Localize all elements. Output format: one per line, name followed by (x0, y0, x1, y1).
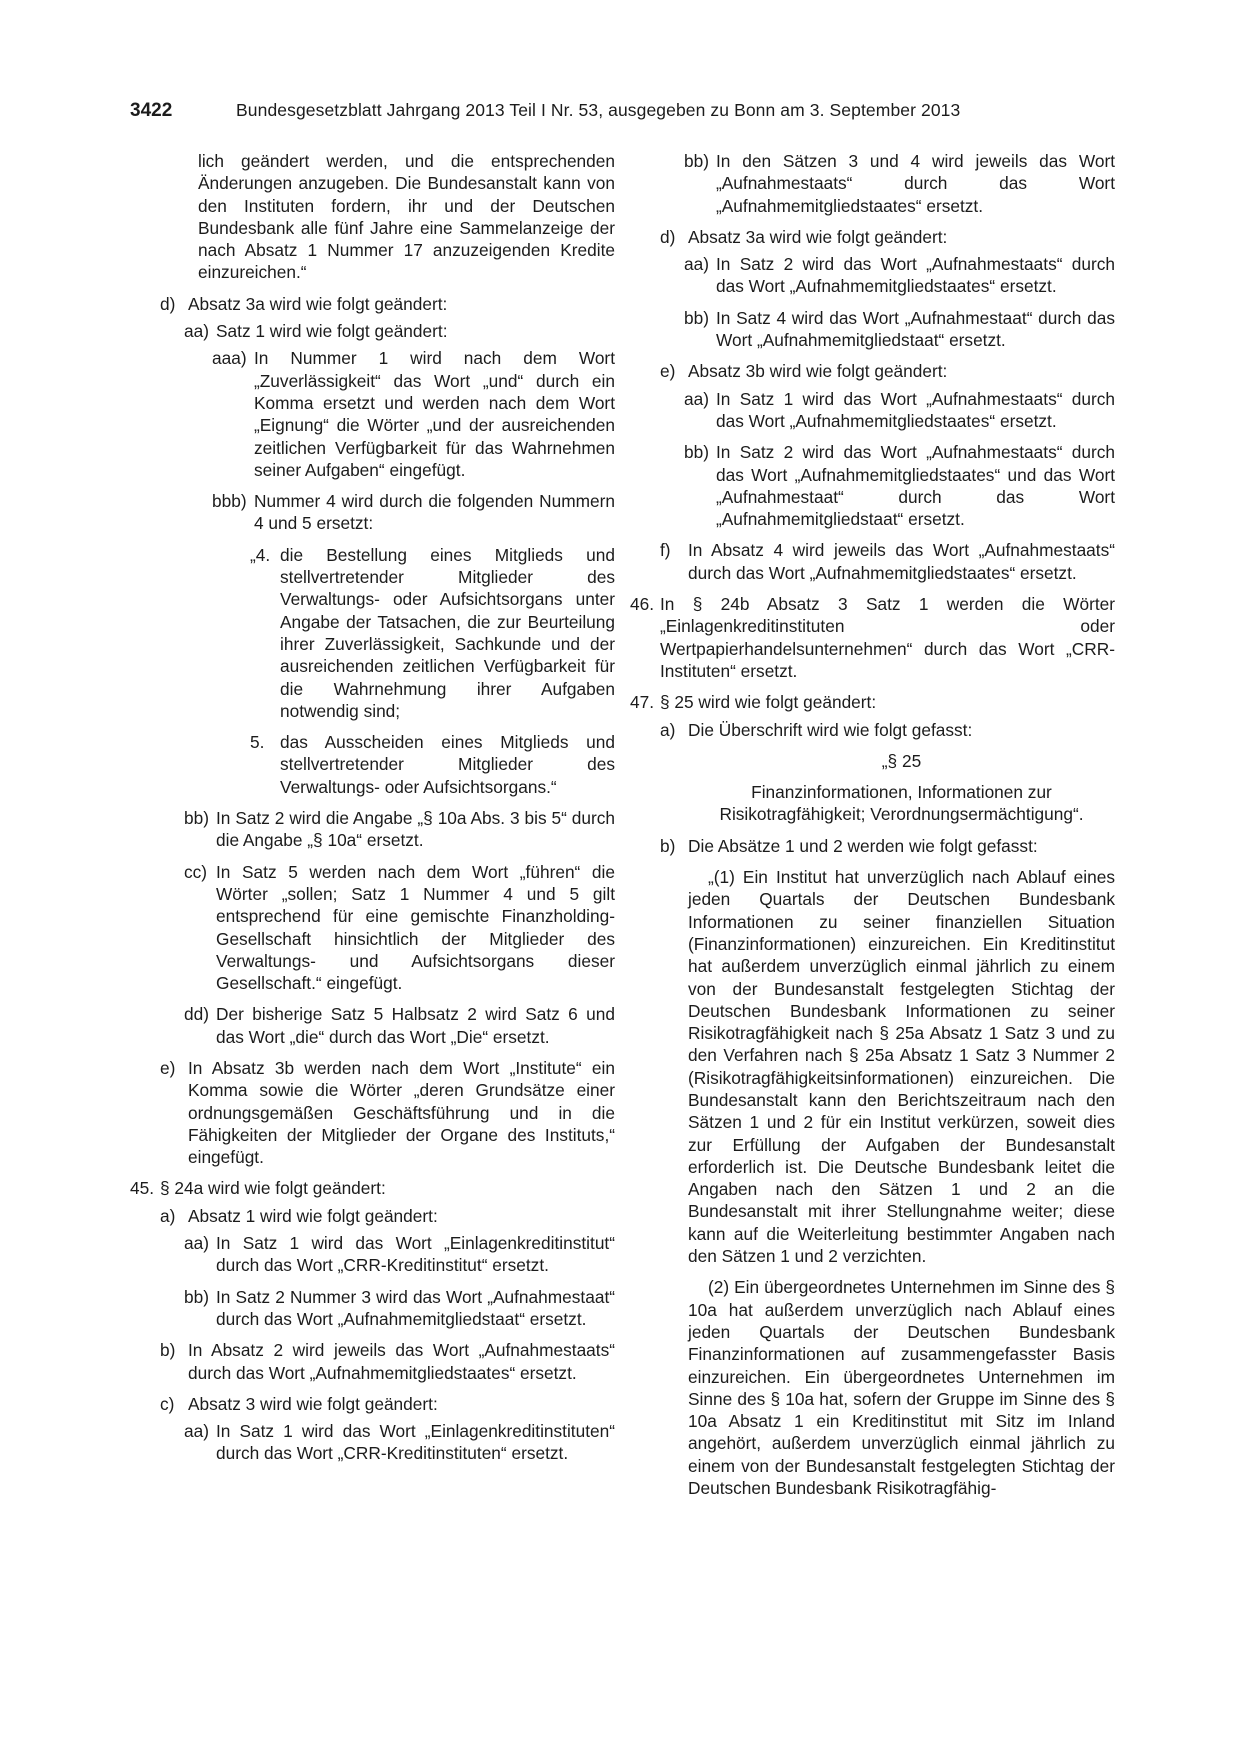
list-item-47-b (630, 835, 1115, 857)
item-text: In § 24b Absatz 3 Satz 1 werden die Wörter „Einlagenkreditinstituten oder Wertpapierhandelsunternehmen“ durch das Wort „CRR-Instituten“ ersetzt. (660, 594, 1115, 681)
item-label: b) (160, 1340, 176, 1361)
item-text: In Satz 1 wird das Wort „Aufnahmestaats“ durch das Wort „Aufnahmemitgliedstaates“ ersetzt. (716, 388, 1115, 431)
item-text: In Absatz 3b werden nach dem Wort „Institute“ ein Komma sowie die Wörter „deren Grundsätze einer ordnungsgemäßen Geschäftsführung und in die Fähigkeiten der Mitglieder der Organe des Instituts,“ eingefügt. (188, 1057, 615, 1168)
item-label: aa) (684, 254, 709, 275)
item-label: 47. (630, 692, 655, 713)
section-title: Finanzinformationen, Informationen zur Risikotragfähigkeit; Verordnungsermächtigung“. (719, 782, 1084, 825)
list-item-d-aa-aaa (130, 347, 615, 481)
list-item-c-bb (630, 150, 1115, 217)
item-text: § 25 wird wie folgt geändert: (660, 692, 877, 713)
section-heading: „§ 25 (881, 750, 922, 771)
list-item-45-c (130, 1393, 615, 1415)
item-label: bbb) (212, 491, 247, 512)
quoted-number-4 (130, 544, 615, 722)
list-item-e (130, 1057, 615, 1168)
continued-paragraph: lich geändert werden, und die entsprechenden Änderungen anzugeben. Die Bundesanstalt kann von den Instituten fordern, ihr und der Deutschen Bundesbank alle fünf Jahre eine Sammelanzeige der nach Absatz 1 Nummer 17 anzuzeigenden Kredite einzureichen.“ (198, 151, 615, 283)
item-text: Absatz 3b wird wie folgt geändert: (688, 361, 948, 382)
list-item-47-a (630, 719, 1115, 741)
item-text: In Absatz 4 wird jeweils das Wort „Aufnahmestaats“ durch das Wort „Aufnahmemitgliedstaates“ ersetzt. (688, 540, 1115, 583)
item-label: aaa) (212, 348, 247, 369)
item-label: 45. (130, 1178, 155, 1199)
list-item-45-a-bb (130, 1286, 615, 1331)
item-text: In Satz 1 wird das Wort „Einlagenkreditinstituten“ durch das Wort „CRR-Kreditinstituten“ ersetzt. (216, 1421, 615, 1464)
quoted-number-5 (130, 731, 615, 798)
item-label: bb) (184, 1286, 209, 1307)
list-item-e-bb (630, 441, 1115, 530)
item-text: Absatz 3a wird wie folgt geändert: (188, 293, 448, 314)
list-item-d-cc (130, 861, 615, 995)
item-text: In Satz 2 wird die Angabe „§ 10a Abs. 3 bis 5“ durch die Angabe „§ 10a“ ersetzt. (216, 808, 615, 851)
item-text: Nummer 4 wird durch die folgenden Nummern 4 und 5 ersetzt: (254, 491, 615, 534)
list-item-f (630, 539, 1115, 584)
item-label: aa) (184, 321, 209, 342)
item-text: In Satz 1 wird das Wort „Einlagenkreditinstitut“ durch das Wort „CRR-Kreditinstitut“ ersetzt. (216, 1233, 615, 1276)
item-label: aa) (684, 388, 709, 409)
list-item-47 (630, 691, 1115, 713)
item-text: Die Absätze 1 und 2 werden wie folgt gefasst: (688, 835, 1038, 856)
list-item-d-aa (130, 320, 615, 342)
item-label: a) (660, 719, 676, 740)
item-text: Satz 1 wird wie folgt geändert: (216, 321, 448, 342)
item-text: In Satz 2 Nummer 3 wird das Wort „Aufnahmestaat“ durch das Wort „Aufnahmemitgliedstaat“ ersetzt. (216, 1286, 615, 1329)
item-text: die Bestellung eines Mitglieds und stellvertretender Mitglieder des Verwaltungs- oder Aufsichtsorgans unter Angabe der Tatsachen, die zur Beurteilung ihrer Zuverlässigkeit, Sachkunde und der ausreichenden zeitlichen Verfügbarkeit für die Wahrnehmung ihrer Aufgaben notwendig sind; (280, 544, 615, 721)
item-label: bb) (684, 442, 709, 463)
item-label: aa) (184, 1233, 209, 1254)
item-label: bb) (684, 151, 709, 171)
paragraph-2: (2) Ein übergeordnetes Unternehmen im Sinne des § 10a hat außerdem unverzüglich nach Ablauf eines jeden Quartals der Deutschen Bundesbank Finanzinformationen auf zusammengefasster Basis einzureichen. Ein übergeordnetes Unternehmen im Sinne des § 10a hat, sofern der Gruppe im Sinne des § 10a Absatz 1 ein Kreditinstitut mit Sitz im Inland angehört, außerdem unverzüglich einmal jährlich zu einem von der Bundesanstalt festgelegten Stichtag der Deutschen Bundesbank Risikotragfähig- (688, 1277, 1115, 1499)
item-text: § 24a wird wie folgt geändert: (160, 1178, 386, 1199)
item-label: a) (160, 1205, 176, 1226)
item-text: In den Sätzen 3 und 4 wird jeweils das Wort „Aufnahmestaats“ durch das Wort „Aufnahmemitgliedstaates“ ersetzt. (716, 151, 1115, 216)
item-label: aa) (184, 1421, 209, 1442)
list-item-d-aa-bbb (130, 490, 615, 535)
item-text: In Absatz 2 wird jeweils das Wort „Aufnahmestaats“ durch das Wort „Aufnahmemitgliedstaates“ ersetzt. (188, 1340, 615, 1383)
list-item-45-b (130, 1339, 615, 1384)
item-label: „4. (250, 544, 271, 565)
item-label: 5. (250, 732, 265, 753)
item-label: d) (660, 226, 676, 247)
item-label: e) (660, 361, 676, 382)
item-label: e) (160, 1057, 176, 1078)
item-text: das Ausscheiden eines Mitglieds und stellvertretender Mitglieder des Verwaltungs- oder Aufsichtsorgans.“ (280, 732, 615, 797)
item-text: Absatz 1 wird wie folgt geändert: (188, 1205, 438, 1226)
right-column (630, 150, 1115, 1508)
list-item-d (130, 293, 615, 315)
list-item-45 (130, 1177, 615, 1199)
item-label: bb) (684, 307, 709, 328)
page-number: 3422 (130, 100, 173, 121)
item-label: d) (160, 293, 176, 314)
list-item-45-a-aa (130, 1232, 615, 1277)
list-item-d-bb (630, 307, 1115, 352)
page-header (130, 100, 1118, 130)
item-label: b) (660, 835, 676, 856)
item-text: Absatz 3 wird wie folgt geändert: (188, 1393, 438, 1414)
item-label: cc) (184, 861, 208, 882)
item-text: Der bisherige Satz 5 Halbsatz 2 wird Satz 6 und das Wort „die“ durch das Wort „Die“ ersetzt. (216, 1004, 615, 1047)
list-item-d-aa (630, 253, 1115, 298)
item-text: Absatz 3a wird wie folgt geändert: (688, 226, 948, 247)
item-label: bb) (184, 808, 209, 829)
list-item-45-c-aa (130, 1420, 615, 1465)
item-text: In Satz 4 wird das Wort „Aufnahmestaat“ durch das Wort „Aufnahmemitgliedstaat“ ersetzt. (716, 307, 1115, 351)
item-text: In Satz 2 wird das Wort „Aufnahmestaats“ durch das Wort „Aufnahmemitgliedstaates“ und das Wort „Aufnahmestaat“ durch das Wort „Aufnahmemitgliedstaat“ ersetzt. (716, 442, 1115, 530)
running-title: Bundesgesetzblatt Jahrgang 2013 Teil I Nr. 53, ausgegeben zu Bonn am 3. September 2013 (236, 100, 961, 120)
list-item-d-dd (130, 1003, 615, 1048)
list-item-d (630, 226, 1115, 248)
item-label: f) (660, 540, 671, 561)
list-item-e-aa (630, 388, 1115, 433)
list-item-d-bb (130, 807, 615, 852)
item-label: c) (160, 1393, 175, 1414)
item-text: Die Überschrift wird wie folgt gefasst: (688, 719, 973, 740)
list-item-e (630, 360, 1115, 382)
item-text: In Satz 5 werden nach dem Wort „führen“ die Wörter „sollen; Satz 1 Nummer 4 und 5 gilt entsprechend für eine gemischte Finanzholding-Gesellschaft hinsichtlich der Mitglieder des Verwaltungs- und Aufsichtsorgans dieser Gesellschaft.“ eingefügt. (216, 861, 615, 994)
item-text: In Satz 2 wird das Wort „Aufnahmestaats“ durch das Wort „Aufnahmemitgliedstaates“ ersetzt. (716, 254, 1115, 297)
paragraph-1: „(1) Ein Institut hat unverzüglich nach Ablauf eines jeden Quartals der Deutschen Bundesbank Informationen zu seiner finanziellen Situation (Finanzinformationen) einzureichen. Ein Kreditinstitut hat außerdem unverzüglich einmal jährlich zu einem von der Bundesanstalt festgelegten Stichtag der Deutschen Bundesbank Informationen zu seiner Risikotragfähigkeit nach § 25a Absatz 1 Satz 3 und zu den Verfahren nach § 25a Absatz 1 Satz 3 Nummer 2 (Risikotragfähigkeitsinformationen) einzureichen. Die Bundesanstalt kann den Berichtszeitraum nach den Sätzen 1 und 2 für ein Institut verkürzen, soweit dies zur Erfüllung der Aufgaben der Bundesanstalt erforderlich ist. Die Deutsche Bundesbank leitet die Angaben nach den Sätzen 1 und 2 an die Bundesanstalt mit ihrer Stellungnahme weiter; diese kann auf die Weiterleitung bestimmter Angaben nach den Sätzen 1 und 2 verzichten. (688, 867, 1115, 1267)
list-item-45-a (130, 1205, 615, 1227)
item-label: dd) (184, 1004, 209, 1025)
list-item-46 (630, 593, 1115, 682)
item-label: 46. (630, 594, 655, 615)
item-text: In Nummer 1 wird nach dem Wort „Zuverlässigkeit“ das Wort „und“ durch ein Komma ersetzt und werden nach dem Wort „Eignung“ die Wörter „und der ausreichenden zeitlichen Verfügbarkeit für das Wahrnehmen seiner Aufgaben“ eingefügt. (254, 348, 615, 480)
left-column (130, 150, 615, 1474)
